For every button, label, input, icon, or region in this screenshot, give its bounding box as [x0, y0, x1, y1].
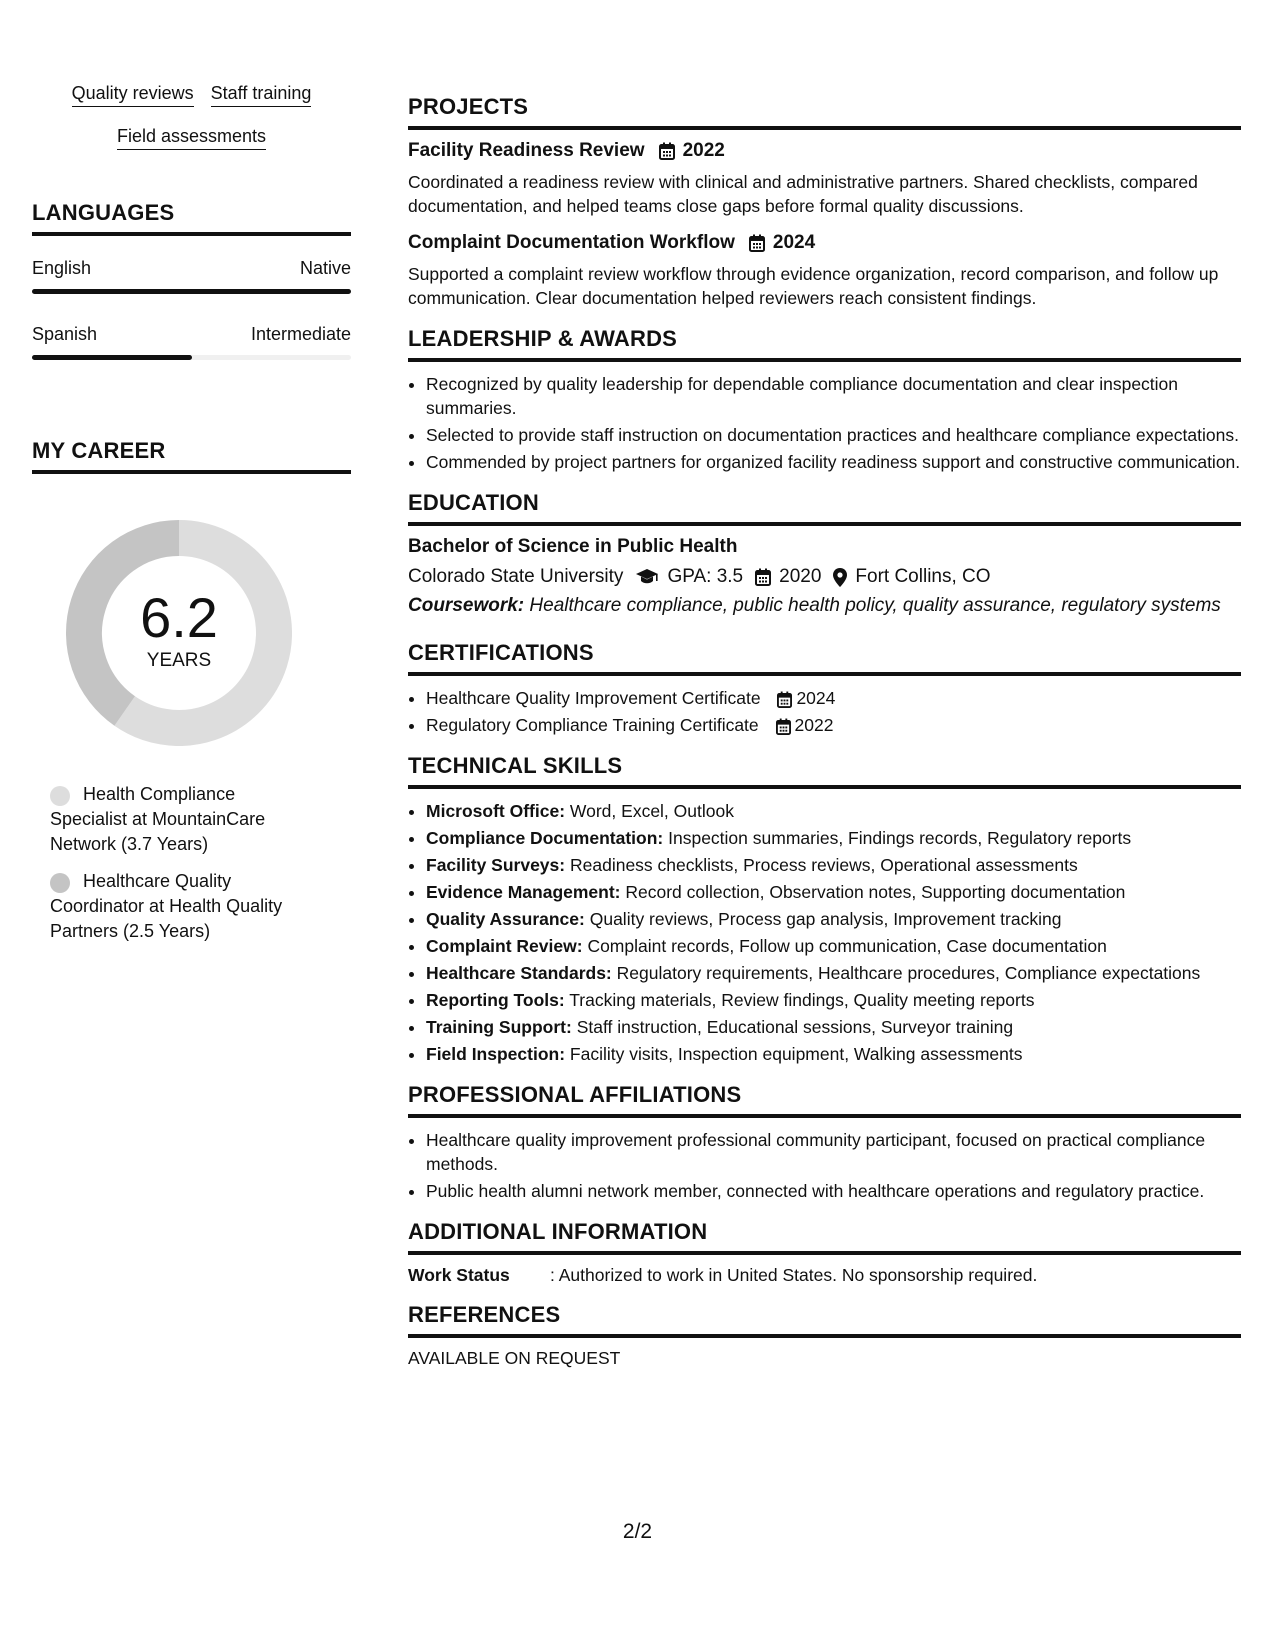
certifications-title: CERTIFICATIONS	[408, 640, 594, 665]
work-status-row	[408, 1265, 1241, 1286]
career-legend	[32, 782, 351, 944]
career-donut-chart	[66, 520, 292, 746]
skill-value: Facility visits, Inspection equipment, Walking assessments	[569, 1044, 1023, 1064]
skill-value: Quality reviews, Process gap analysis, Improvement tracking	[589, 909, 1062, 929]
section-divider	[408, 1114, 1241, 1118]
skill-item	[426, 961, 1241, 985]
certification-date	[776, 715, 834, 735]
section-divider	[408, 358, 1241, 362]
skill-tags	[32, 84, 351, 170]
section-divider	[408, 522, 1241, 526]
education-title: EDUCATION	[408, 490, 539, 515]
section-divider	[408, 672, 1241, 676]
projects-title: PROJECTS	[408, 94, 529, 119]
language-row	[32, 324, 351, 345]
skill-item	[426, 799, 1241, 823]
project-year: 2022	[682, 140, 725, 161]
calendar-icon	[777, 691, 792, 708]
skill-item	[426, 907, 1241, 931]
list-item: • Healthcare quality improvement professional community participant, focused on practical compliance methods.	[426, 1128, 1241, 1176]
tag-quality-reviews[interactable]: Quality reviews	[72, 84, 194, 107]
tag-field-assessments[interactable]: Field assessments	[117, 127, 266, 150]
skill-value: Readiness checklists, Process reviews, Operational assessments	[569, 855, 1078, 875]
graduation-year: 2020	[779, 566, 822, 587]
gpa: GPA: 3.5	[667, 566, 744, 587]
tag-staff-training[interactable]: Staff training	[211, 84, 312, 107]
project-name: Complaint Documentation Workflow	[408, 232, 735, 253]
projects-section	[408, 94, 1241, 310]
skill-item	[426, 934, 1241, 958]
calendar-icon	[749, 234, 765, 252]
school-name: Colorado State University	[408, 566, 624, 587]
school-location: Fort Collins, CO	[855, 566, 991, 587]
left-column	[32, 84, 351, 956]
calendar-icon	[776, 718, 791, 735]
skill-label: Compliance Documentation:	[426, 828, 664, 848]
language-bar-fill	[32, 355, 192, 360]
career-unit: YEARS	[146, 650, 212, 671]
skill-item	[426, 826, 1241, 850]
references-text: AVAILABLE ON REQUEST	[408, 1348, 621, 1368]
career-title: MY CAREER	[32, 438, 166, 463]
coursework	[408, 594, 1241, 618]
skill-label: Field Inspection:	[426, 1044, 566, 1064]
skills-section	[408, 753, 1241, 1066]
certification-year: 2022	[794, 715, 834, 735]
language-name: Spanish	[32, 324, 98, 344]
project-date	[749, 232, 815, 254]
language-level: Native	[299, 258, 351, 278]
certification-item	[426, 713, 1241, 737]
skill-label: Evidence Management:	[426, 882, 621, 902]
list-item: • Commended by project partners for organized facility readiness support and constructive communication.	[426, 450, 1241, 474]
skill-item	[426, 853, 1241, 877]
career-item-text: Health Compliance Specialist at MountainCare Network (3.7 Years)	[50, 784, 266, 854]
language-name: English	[32, 258, 92, 278]
right-column	[408, 94, 1241, 1369]
section-divider	[32, 232, 351, 236]
project-name: Facility Readiness Review	[408, 140, 645, 161]
career-total-years: 6.2	[140, 586, 218, 649]
page-number: 2/2	[622, 1520, 653, 1543]
section-divider	[408, 1334, 1241, 1338]
skill-label: Complaint Review:	[426, 936, 583, 956]
list-item: • Public health alumni network member, connected with healthcare operations and regulatory practice.	[426, 1179, 1241, 1203]
certification-name: Healthcare Quality Improvement Certificate	[426, 688, 761, 708]
skill-label: Quality Assurance:	[426, 909, 585, 929]
certification-item	[426, 686, 1241, 710]
skill-item	[426, 1042, 1241, 1066]
skill-label: Facility Surveys:	[426, 855, 566, 875]
project-date	[659, 140, 725, 162]
skill-label: Healthcare Standards:	[426, 963, 612, 983]
certification-year: 2024	[796, 688, 836, 708]
section-divider	[408, 785, 1241, 789]
section-divider	[408, 1251, 1241, 1255]
skill-value: Record collection, Observation notes, Supporting documentation	[625, 882, 1126, 902]
project-year: 2024	[772, 232, 816, 253]
additional-title: ADDITIONAL INFORMATION	[408, 1219, 708, 1244]
legend-dot-icon	[50, 873, 70, 893]
certifications-list	[408, 686, 1241, 737]
skills-list	[408, 799, 1241, 1066]
skill-value: Complaint records, Follow up communication, Case documentation	[587, 936, 1107, 956]
skill-label: Microsoft Office:	[426, 801, 566, 821]
section-divider	[408, 126, 1241, 130]
coursework-text: Healthcare compliance, public health policy, quality assurance, regulatory systems	[529, 595, 1221, 616]
legend-dot-icon	[50, 786, 70, 806]
career-legend-item	[50, 869, 300, 944]
skill-item	[426, 1015, 1241, 1039]
affiliations-list	[408, 1128, 1241, 1203]
certification-name: Regulatory Compliance Training Certificate	[426, 715, 759, 735]
project-description: Coordinated a readiness review with clinical and administrative partners. Shared checklists, compared documentation, and helped teams close gaps before formal quality discussions.	[408, 172, 1198, 216]
career-legend-item	[50, 782, 300, 857]
certification-date	[777, 688, 835, 708]
career-section	[32, 438, 351, 944]
language-bar	[32, 355, 351, 360]
skill-value: Inspection summaries, Findings records, Regulatory reports	[668, 828, 1132, 848]
leadership-section	[408, 326, 1241, 474]
list-item: • Recognized by quality leadership for dependable compliance documentation and clear inspection summaries.	[426, 372, 1241, 420]
section-divider	[32, 470, 351, 474]
skill-value: Tracking materials, Review findings, Quality meeting reports	[569, 990, 1035, 1010]
skill-value: Regulatory requirements, Healthcare procedures, Compliance expectations	[616, 963, 1201, 983]
references-section	[408, 1302, 1241, 1369]
list-item: • Selected to provide staff instruction on documentation practices and healthcare compliance expectations.	[426, 423, 1241, 447]
certifications-section	[408, 640, 1241, 737]
languages-title: LANGUAGES	[32, 200, 175, 225]
work-status-label: Work Status	[408, 1265, 510, 1285]
graduation-cap-icon	[635, 568, 659, 586]
additional-info-section	[408, 1219, 1241, 1286]
references-title: REFERENCES	[408, 1302, 561, 1327]
languages-section	[32, 200, 351, 360]
skill-item	[426, 880, 1241, 904]
education-section	[408, 490, 1241, 618]
skill-value: Word, Excel, Outlook	[569, 801, 734, 821]
degree: Bachelor of Science in Public Health	[408, 536, 738, 557]
calendar-icon	[659, 142, 675, 160]
coursework-label: Coursework:	[408, 595, 525, 616]
language-level: Intermediate	[250, 324, 351, 344]
skill-item	[426, 988, 1241, 1012]
project-heading	[408, 232, 1241, 254]
affiliations-section	[408, 1082, 1241, 1203]
language-bar	[32, 289, 351, 294]
project-description: Supported a complaint review workflow through evidence organization, record comparison, and follow up communication. Clear documentation helped reviewers reach consistent findings.	[408, 264, 1219, 308]
language-row	[32, 258, 351, 279]
leadership-list	[408, 372, 1241, 474]
skill-value: Staff instruction, Educational sessions, Surveyor training	[576, 1017, 1014, 1037]
education-details	[408, 566, 1241, 588]
skills-title: TECHNICAL SKILLS	[408, 753, 623, 778]
language-bar-fill	[32, 289, 351, 294]
skill-label: Reporting Tools:	[426, 990, 565, 1010]
leadership-title: LEADERSHIP & AWARDS	[408, 326, 678, 351]
project-heading	[408, 140, 1241, 162]
donut-center	[66, 520, 292, 672]
career-item-text: Healthcare Quality Coordinator at Health Quality Partners (2.5 Years)	[50, 871, 283, 941]
affiliations-title: PROFESSIONAL AFFILIATIONS	[408, 1082, 742, 1107]
location-pin-icon	[833, 568, 847, 587]
calendar-icon	[755, 568, 771, 586]
skill-label: Training Support:	[426, 1017, 572, 1037]
work-status-value: : Authorized to work in United States. No sponsorship required.	[550, 1265, 1038, 1285]
